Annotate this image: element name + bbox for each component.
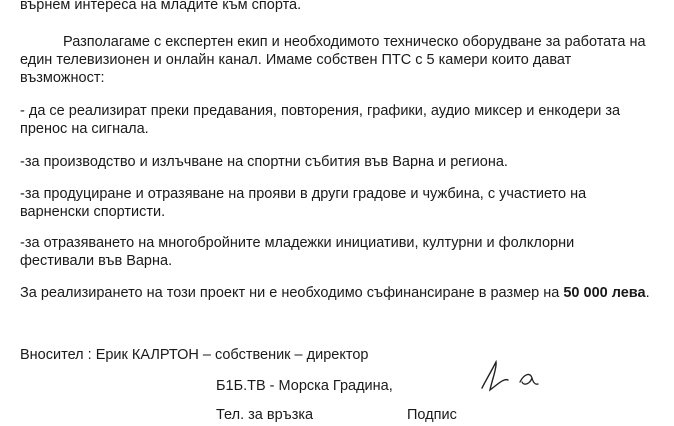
paragraph-intro-line: върнем интереса на младите към спорта. [20, 0, 302, 13]
bullet-abroad-line-2: варненски спортисти. [20, 204, 166, 220]
funding-amount: 50 000 лева [563, 285, 646, 301]
paragraph-team-line-2: един телевизионен и онлайн канал. Имаме собствен ПТС с 5 камери които дават [20, 52, 572, 68]
funding-request-end: . [645, 285, 650, 301]
bullet-youth-line-1: -за отразяването на многобройните младежки инициативи, културни и фолклорни [20, 235, 575, 251]
handwritten-signature [470, 350, 550, 400]
signature-label: Подпис [407, 407, 457, 423]
bullet-broadcast-line-2: пренос на сигнала. [20, 121, 149, 137]
scan-fade [478, 395, 538, 426]
funding-request-text: За реализирането на този проект ни е необходимо съфинансиране в размер на [20, 285, 564, 301]
bullet-broadcast-line-1: - да се реализират преки предавания, повторения, графики, аудио миксер и енкодери за [20, 103, 621, 119]
paragraph-team-line-3: възможност: [20, 70, 105, 86]
paragraph-team-line-1: Разполагаме с експертен екип и необходимото техническо оборудване за работата на [63, 34, 646, 50]
phone-label: Тел. за връзка [216, 407, 314, 423]
company-line: Б1Б.ТВ - Морска Градина, [216, 378, 393, 394]
applicant-line: Вносител : Ерик КАЛРТОН – собственик – директор [20, 347, 369, 363]
bullet-abroad-line-1: -за продуциране и отразяване на прояви в други градове и чужбина, с участието на [20, 186, 587, 202]
funding-request-line [20, 285, 650, 302]
bullet-youth-line-2: фестивали във Варна. [20, 253, 173, 269]
bullet-production-line: -за производство и излъчване на спортни събития във Варна и региона. [20, 154, 508, 170]
